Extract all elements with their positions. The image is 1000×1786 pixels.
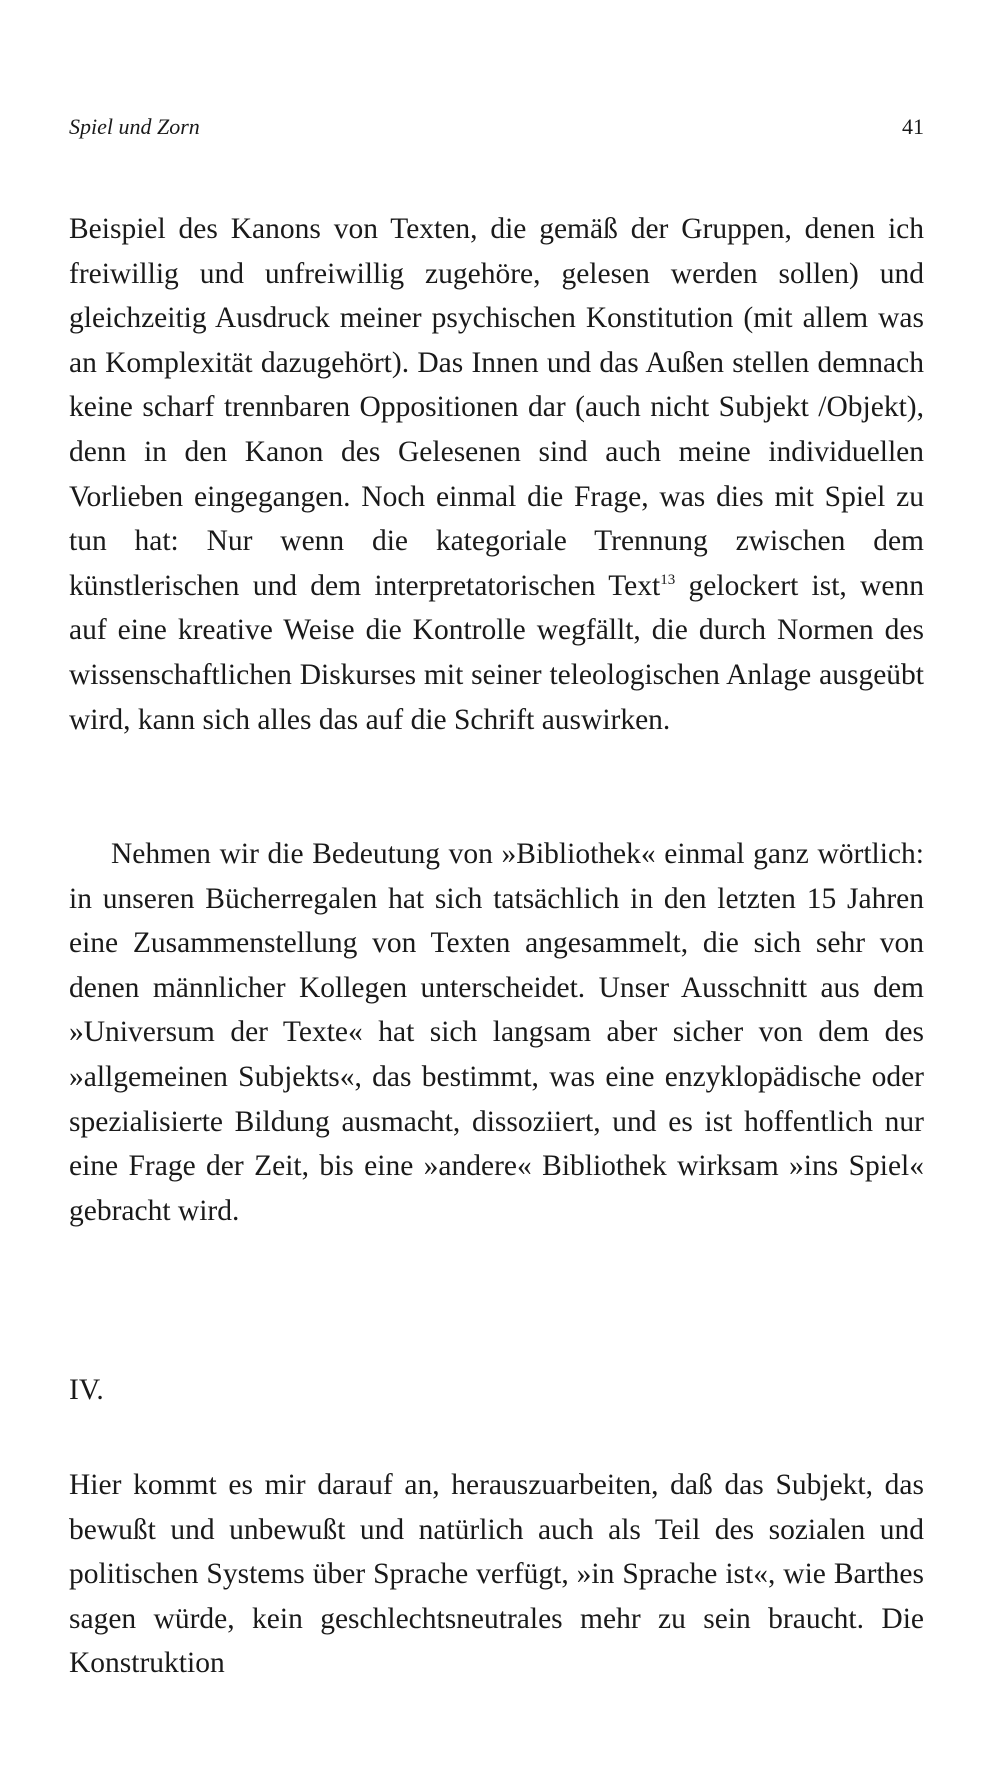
footnote-ref-13[interactable]: 13 [660,571,676,588]
page-number: 41 [902,114,924,139]
running-head [69,114,924,150]
paragraph-1-text-a: Beispiel des Kanons von Texten, die gemäß der Gruppen, denen ich freiwillig und unfreiwillig zugehöre, gelesen werden sollen) und gleichzeitig Ausdruck meiner psychischen Konstitution (mit allem was an Komplexität dazugehört). Das Innen und das Außen stellen demnach keine scharf trennbaren Oppositionen dar (auch nicht Subjekt /Objekt), denn in den Kanon des Gelesenen sind auch meine individuellen Vorlieben eingegangen. Noch einmal die Frage, was dies mit Spiel zu tun hat: Nur wenn die kategoriale Trennung zwischen dem künstlerischen und dem interpretatorischen Text [69,213,924,602]
paragraph-1-text-b: gelockert ist, wenn auf eine kreative Weise die Kontrolle wegfällt, die durch Normen des wissenschaftlichen Diskurses mit seiner teleologischen Anlage ausgeübt wird, kann sich alles das auf die Schrift auswirken. [69,569,924,736]
section-heading: IV. [69,1374,104,1406]
paragraph-3: Hier kommt es mir darauf an, herauszuarbeiten, daß das Subjekt, das bewußt und unbewußt und natürlich auch als Teil des sozialen und politischen Systems über Sprache verfügt, »in Sprache ist«, wie Barthes sagen würde, kein geschlechtsneutrales mehr zu sein braucht. Die Konstruktion [69,1469,924,1680]
paragraph-1 [69,207,924,742]
paragraph-2: Nehmen wir die Bedeutung von »Bibliothek« einmal ganz wörtlich: in unseren Bücherregalen hat sich tatsächlich in den letzten 15 Jahren eine Zusammenstellung von Texten angesammelt, die sich sehr von denen männlicher Kollegen unterscheidet. Unser Ausschnitt aus dem »Universum der Texte« hat sich langsam aber sicher von dem des »allgemeinen Subjekts«, das bestimmt, was eine enzyklopädische oder spezialisierte Bildung ausmacht, dissoziiert, und es ist hoffentlich nur eine Frage der Zeit, bis eine »andere« Bibliothek wirksam »ins Spiel« gebracht wird. [69,838,924,1227]
running-title: Spiel und Zorn [69,114,200,139]
